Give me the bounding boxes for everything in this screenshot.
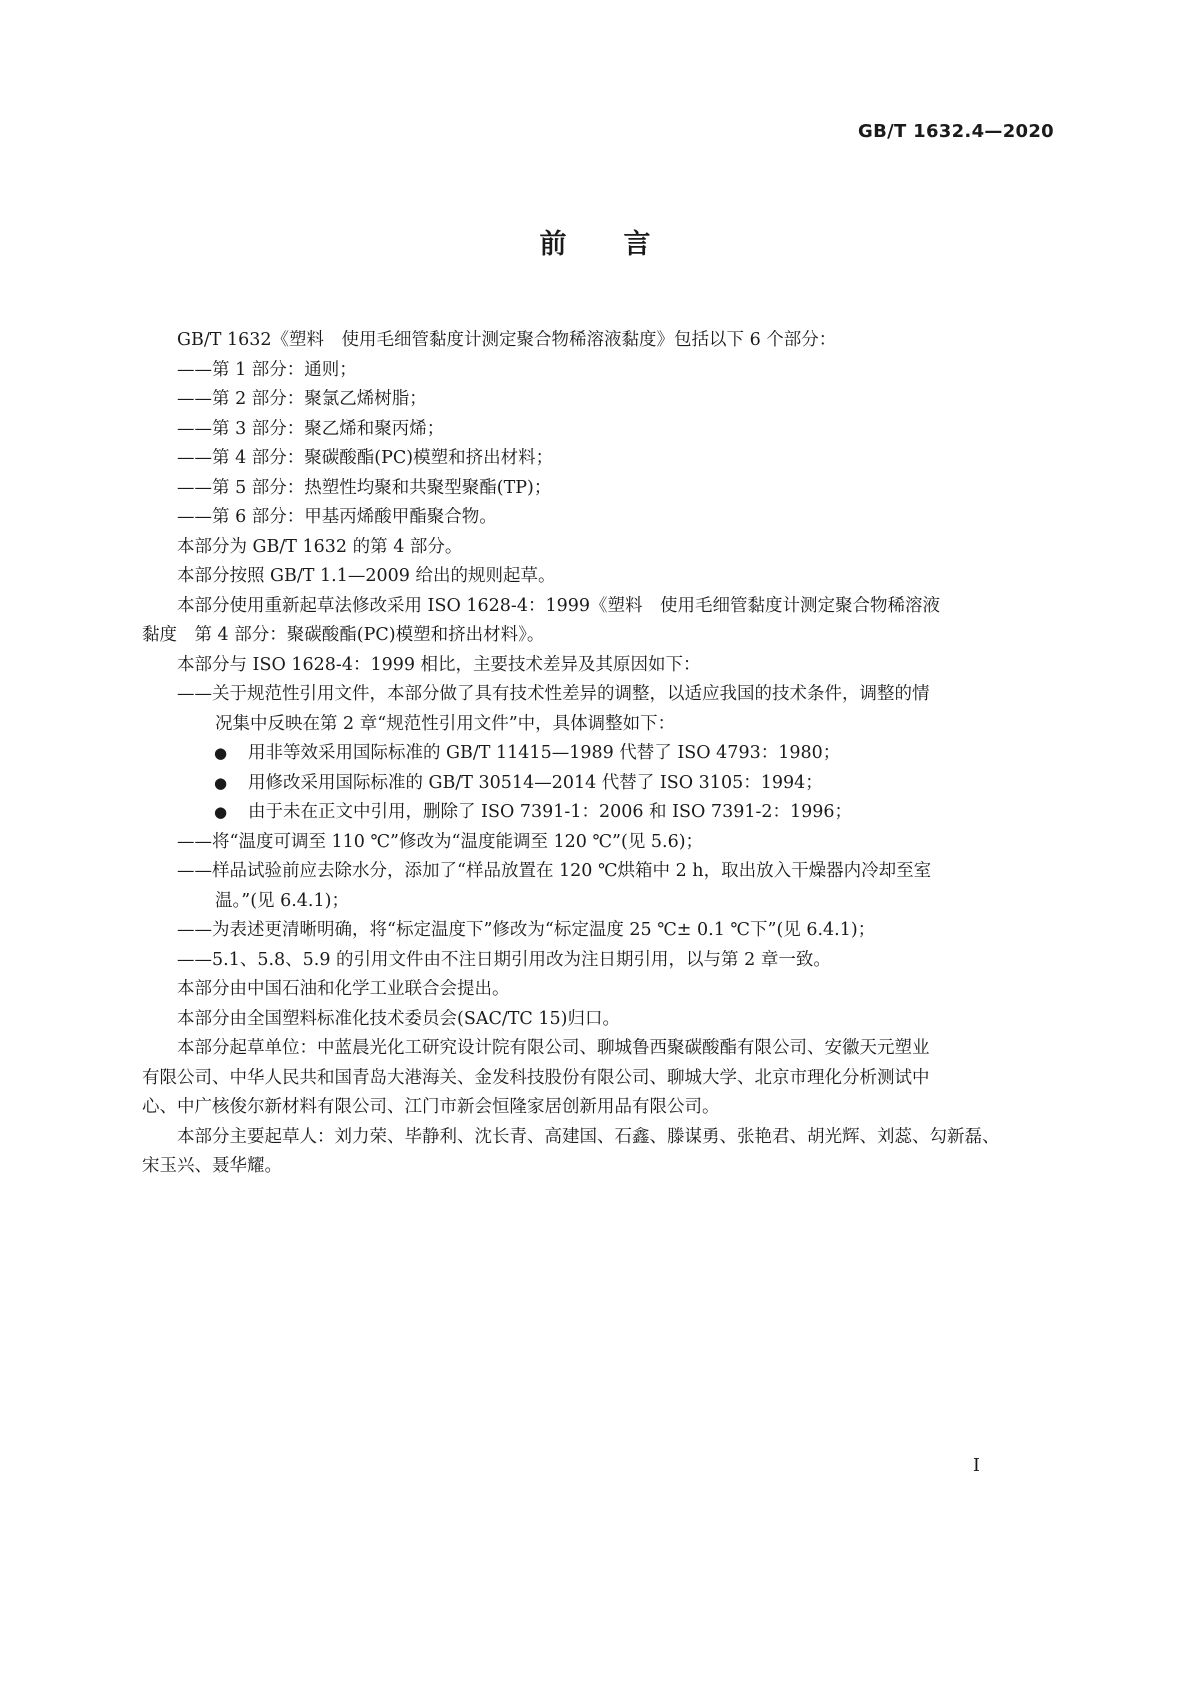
bullet-icon: ● [214, 773, 228, 792]
paragraph-continuation: 心、中广核俊尔新材料有限公司、江门市新会恒隆家居创新用品有限公司。 [142, 1097, 720, 1117]
difference-item: ——关于规范性引用文件，本部分做了具有技术性差异的调整，以适应我国的技术条件，调整的情 [177, 684, 930, 704]
difference-item-continuation: 况集中反映在第 2 章“规范性引用文件”中，具体调整如下： [215, 713, 676, 734]
paragraph-line: GB/T 1632《塑料 使用毛细管黏度计测定聚合物稀溶液黏度》包括以下 6 个部分： [177, 330, 837, 350]
bullet-icon: ● [214, 803, 228, 821]
difference-item-continuation: 温。”(见 6.4.1)； [215, 890, 349, 911]
paragraph-line: 本部分使用重新起草法修改采用 ISO 1628-4：1999《塑料 使用毛细管黏度计测定聚合物稀溶液 [177, 595, 940, 616]
paragraph-line: 本部分起草单位：中蓝晨光化工研究设计院有限公司、聊城鲁西聚碳酸酯有限公司、安徽天元塑业 [177, 1038, 930, 1058]
bullet-item [177, 739, 1057, 769]
bullet-item [177, 798, 1057, 828]
paragraph-continuation: 有限公司、中华人民共和国青岛大港海关、金发科技股份有限公司、聊城大学、北京市理化分析测试中 [142, 1067, 930, 1088]
document-code: GB/T 1632.4—2020 [858, 121, 1054, 142]
part-list-item: ——第 3 部分：聚乙烯和聚丙烯； [177, 418, 445, 439]
part-list-item: ——第 2 部分：聚氯乙烯树脂； [177, 389, 427, 409]
part-list-item: ——第 4 部分：聚碳酸酯(PC)模塑和挤出材料； [177, 448, 554, 468]
difference-item: ——为表述更清晰明确，将“标定温度下”修改为“标定温度 25 ℃± 0.1 ℃下”(见 6.4.1)； [177, 920, 876, 940]
paragraph-continuation: 宋玉兴、聂华耀。 [142, 1156, 282, 1176]
title-char-1: 前 [539, 229, 568, 260]
part-list-item: ——第 6 部分：甲基丙烯酸甲酯聚合物。 [177, 507, 497, 527]
bullet-icon: ● [214, 744, 228, 762]
paragraph-line: 本部分主要起草人：刘力荣、毕静利、沈长青、高建国、石鑫、滕谋勇、张艳君、胡光辉、刘蕊、勾新磊、 [177, 1126, 1000, 1147]
paragraph-line: 本部分与 ISO 1628-4：1999 相比，主要技术差异及其原因如下： [177, 654, 701, 675]
paragraph-line: 本部分为 GB/T 1632 的第 4 部分。 [177, 536, 463, 557]
bullet-text: 用非等效采用国际标准的 GB/T 11415—1989 代替了 ISO 4793：1980； [248, 743, 841, 763]
title-char-2: 言 [623, 229, 652, 260]
difference-item: ——将“温度可调至 110 ℃”修改为“温度能调至 120 ℃”(见 5.6)； [177, 831, 704, 852]
bullet-text: 用修改采用国际标准的 GB/T 30514—2014 代替了 ISO 3105：1994； [248, 772, 823, 793]
bullet-text: 由于未在正文中引用，删除了 ISO 7391-1：2006 和 ISO 7391-2：1996； [248, 802, 853, 822]
paragraph-continuation: 黏度 第 4 部分：聚碳酸酯(PC)模塑和挤出材料》。 [142, 625, 545, 645]
page-title [0, 222, 1191, 261]
part-list-item: ——第 5 部分：热塑性均聚和共聚型聚酯(TP)； [177, 477, 552, 498]
bullet-item [177, 769, 1057, 799]
part-list-item: ——第 1 部分：通则； [177, 359, 357, 380]
preface-body [142, 326, 1057, 1182]
paragraph-line: 本部分由全国塑料标准化技术委员会(SAC/TC 15)归口。 [177, 1008, 620, 1029]
difference-item: ——5.1、5.8、5.9 的引用文件由不注日期引用改为注日期引用，以与第 2 章一致。 [177, 949, 831, 970]
page-number: I [972, 1455, 980, 1476]
paragraph-line: 本部分按照 GB/T 1.1—2009 给出的规则起草。 [177, 566, 556, 586]
paragraph-line: 本部分由中国石油和化学工业联合会提出。 [177, 979, 510, 999]
difference-item: ——样品试验前应去除水分，添加了“样品放置在 120 ℃烘箱中 2 h，取出放入干燥器内冷却至室 [177, 861, 932, 881]
